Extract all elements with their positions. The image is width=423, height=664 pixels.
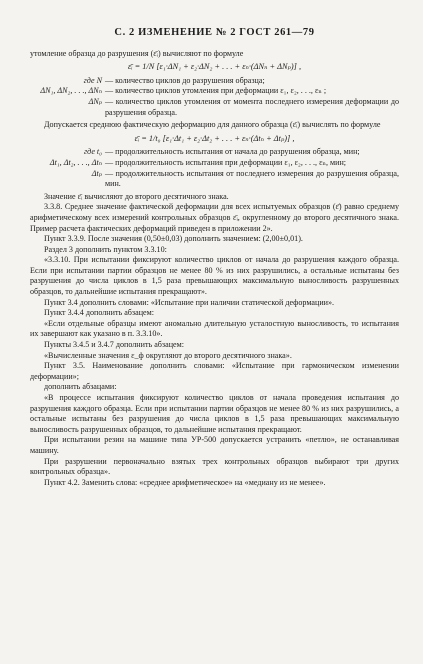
definition-text: — продолжительность испытания при деформации ε₁, ε₂, . . ., εₙ, мин; bbox=[105, 157, 347, 167]
definition-text: — количество циклов утомления от момента последнего измерения деформации до разрушения образца. bbox=[105, 96, 399, 117]
definition-text: — количество циклов утомления при деформации ε₁, ε₂, . . ., εₙ ; bbox=[105, 86, 327, 96]
paragraph: Пункт 3.5. Наименование дополнить словами: «Испытание при гармоническом изменении деформации»; bbox=[30, 361, 399, 381]
paragraph: Пункты 3.4.5 и 3.4.7 дополнить абзацем: bbox=[44, 340, 185, 350]
definition-text: — продолжительность испытания от последнего измерения до разрушения образца, мин. bbox=[105, 168, 399, 189]
definition-item bbox=[30, 169, 399, 190]
paragraph: Пункт 3.4.4 дополнить абзацем: bbox=[44, 308, 155, 318]
paragraph: «3.3.10. При испытании фиксируют количество циклов от начала до разрушения каждого образца. Если при испытании партии образцов не менее 80 % из них разрушились, а остальные испытаны без разрушения до числа циклов в 1,5 раза превышающих максимальную выносливость разрушенных образцов, то дальнейшие испытания прекращают». bbox=[30, 255, 399, 297]
paragraph: Допускается среднюю фактическую деформацию для данного образца (ε̄ᵢ) вычислять по формуле bbox=[44, 120, 381, 130]
paragraph: Значение ε̄ᵢ вычисляют до второго десятичного знака. bbox=[44, 191, 229, 201]
definition-text: — продолжительность испытания от начала до разрушения образца, мин; bbox=[105, 147, 360, 157]
definition-symbol: Δt₁, Δt₂, . . ., Δtₙ bbox=[49, 157, 102, 167]
paragraph: 3.3.8. Среднее значение фактической деформации для всех испытуемых образцов (ε̄) равно среднему арифметическому всех измерений контрольных образцов ε̄ᵢ, округленному до второго десятичного знака. Пример расчета фактических деформаций приведен в приложении 2». bbox=[30, 202, 399, 233]
definition-symbol: ΔN₁, ΔN₂, . . ., ΔNₙ bbox=[40, 86, 102, 96]
paragraph: «В процессе испытания фиксируют количество циклов от начала проведения испытания до разрушения каждого образца. Если при испытании партии образцов не менее 80 % из них разрушились, а остальные испытаны без разрушения до числа циклов в 1,5 раза превышающих максимальную выносливость разрушенных образцов, то дальнейшие испытания прекращают. bbox=[30, 393, 399, 434]
definitions-list-1 bbox=[30, 76, 399, 118]
definition-symbol: где t₀ bbox=[83, 147, 102, 157]
definition-item bbox=[30, 76, 399, 87]
paragraph: «Если отдельные образцы имеют аномально длительную усталостную выносливость, то испытания их завершают как указано в п. 3.3.10». bbox=[30, 318, 399, 339]
formula-fatigue-cycles: ε̄ᵢ = 1/N [ε₁·ΔN₁ + ε₂·ΔN₂ + . . . + εₙ·(ΔNₙ + ΔNₚ)] , bbox=[127, 62, 302, 72]
definition-item bbox=[30, 158, 399, 169]
paragraph: Пункт 3.3.9. После значения (0,50±0,03) дополнить значением: (2,00±0,01). bbox=[44, 234, 303, 244]
formula-time: ε̄ᵢ = 1/t₀ [ε₁·Δt₁ + ε₂·Δt₂ + . . . + εₙ·(Δtₙ + Δtₚ)] , bbox=[134, 133, 295, 143]
paragraph: Пункт 4.2. Заменить слова: «среднее арифметическое» на «медиану из не менее». bbox=[44, 477, 326, 487]
definition-item bbox=[30, 147, 399, 158]
definitions-list-2 bbox=[30, 147, 399, 189]
intro-text: утомление образца до разрушения (ε̄ᵢ) вычисляют по формуле bbox=[30, 48, 244, 58]
definition-item bbox=[30, 97, 399, 118]
paragraph: При разрушении первоначально взятых трех контрольных образцов выбирают три других контрольных образца». bbox=[30, 456, 399, 477]
paragraph: «Вычисленные значения ε_ф округляют до второго десятичного знака». bbox=[44, 350, 292, 360]
page-header: С. 2 ИЗМЕНЕНИЕ № 2 ГОСТ 261—79 bbox=[114, 27, 315, 38]
definition-item bbox=[30, 86, 399, 97]
definition-text: — количество циклов до разрушения образца; bbox=[105, 75, 265, 85]
paragraph: Раздел 3 дополнить пунктом 3.3.10: bbox=[44, 244, 167, 254]
definition-symbol: ΔNₚ bbox=[88, 96, 102, 106]
paragraph: Пункт 3.4 дополнить словами: «Испытание при наличии статической деформации». bbox=[44, 297, 335, 307]
paragraph: дополнить абзацами: bbox=[44, 382, 117, 392]
definition-symbol: где N bbox=[83, 75, 102, 85]
paragraph: При испытании резин на машине типа УР-500 допускается устранить «петлю», не останавливая машину. bbox=[30, 435, 399, 455]
definition-symbol: Δtₚ bbox=[91, 168, 102, 178]
